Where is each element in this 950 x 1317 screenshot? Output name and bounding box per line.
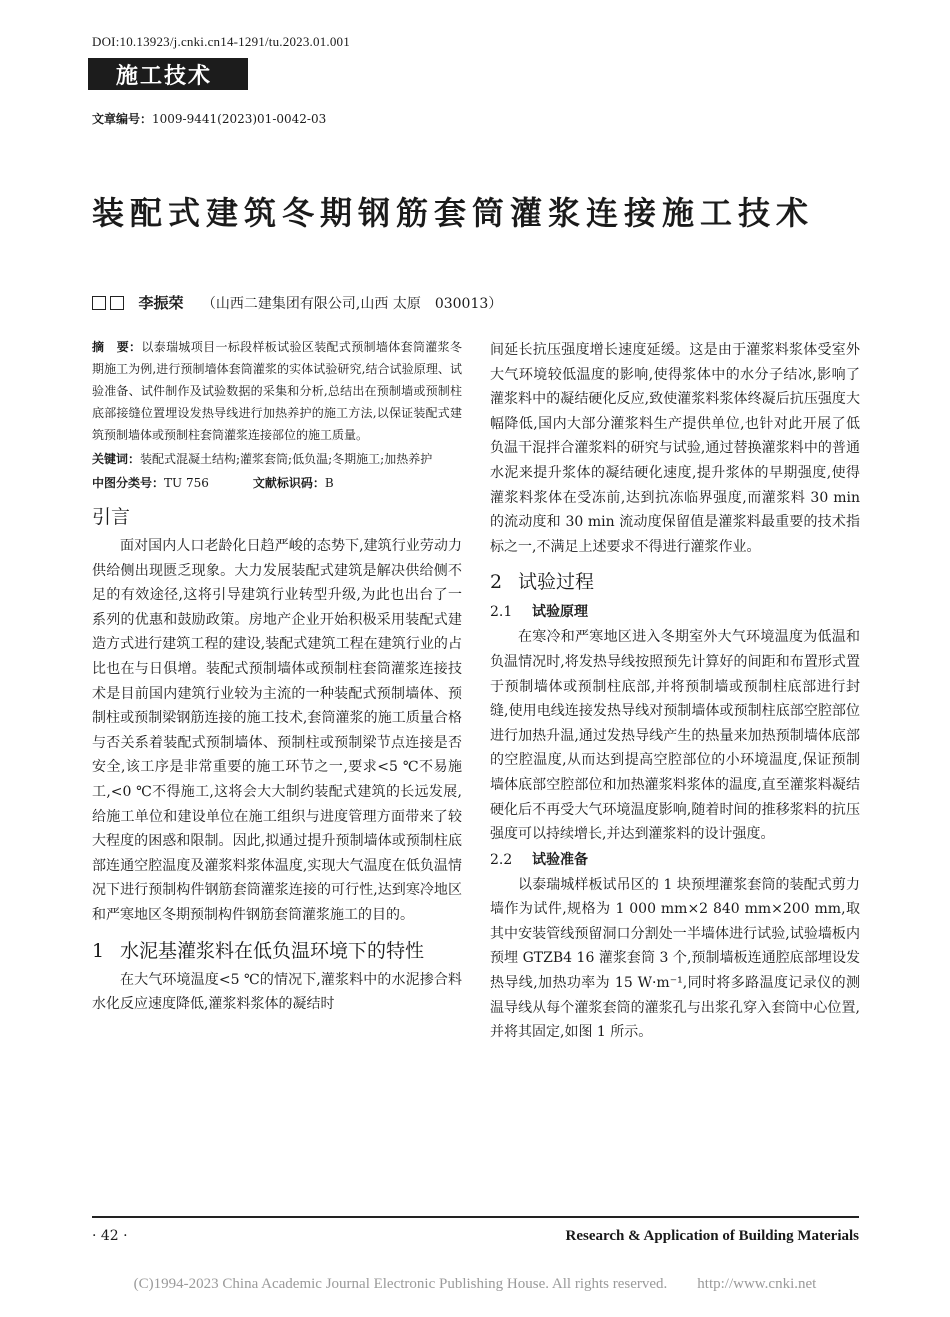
article-number — [92, 110, 326, 127]
section-1-title: 水泥基灌浆料在低负温环境下的特性 — [120, 939, 425, 962]
keywords-text: 装配式混凝土结构;灌浆套筒;低负温;冬期施工;加热养护 — [140, 452, 433, 466]
author-box-icon — [110, 296, 124, 310]
doccode-value: B — [324, 476, 334, 490]
section-2-number: 2 — [490, 571, 503, 594]
copyright-notice: (C)1994-2023 China Academic Journal Electronic Publishing House. All rights reserved. http://www.cnki.net — [133, 1276, 817, 1292]
section-2-heading — [490, 565, 860, 599]
article-number-value: 1009-9441(2023)01-0042-03 — [152, 112, 327, 126]
class-label: 中图分类号： — [92, 476, 165, 490]
right-column — [490, 338, 860, 1045]
abstract-label: 摘 要： — [92, 340, 142, 354]
keywords-label: 关键词： — [92, 452, 141, 466]
author-line — [92, 292, 502, 313]
subsection-2-2-number: 2.2 — [490, 851, 513, 868]
classification — [92, 472, 462, 494]
keywords — [92, 448, 462, 470]
subsection-2-2-paragraph: 以泰瑞城样板试吊区的 1 块预埋灌浆套筒的装配式剪力墙作为试件,规格为 1 000 mm×2 840 mm×200 mm,取其中安装管线预留洞口分割处一半墙体进行试验,试验墙板内预埋 GTZB4 16 灌浆套筒 3 个,预制墙板连通腔底部埋设发热导线,加热功率为 15 W·m⁻¹,同时将多路温度记录仪的测温导线从每个灌浆套筒的灌浆孔与出浆孔穿入套筒中心位置,并将其固定,如图 1 所示。 — [490, 876, 860, 1041]
intro-paragraph: 面对国内人口老龄化日趋严峻的态势下,建筑行业劳动力供给侧出现匮乏现象。大力发展装配式建筑是解决供给侧不足的有效途径,这将引导建筑行业转型升级,为此也出台了一系列的优惠和鼓励政策。房地产企业开始积极采用装配式建造方式进行建筑工程的建设,装配式建筑工程在建筑行业的占比也在与日俱增。装配式预制墙体或预制柱套筒灌浆连接技术是目前国内建筑行业较为主流的一种装配式预制墙体、预制柱或预制梁钢筋连接的施工技术,套筒灌浆的施工质量合格与否关系着装配式预制墙体、预制柱或预制梁节点连接是否安全,该工序是非常重要的施工环节之一,要求<5 ℃不易施工,<0 ℃不得施工,这将会大大制约装配式建筑的长远发展,给施工单位和建设单位在施工组织与进度管理方面带来了较大程度的困惑和限制。因此,拟通过提升预制墙体或预制柱底部连通空腔温度及灌浆料浆体温度,实现大气温度在低负温情况下进行预制构件钢筋套筒灌浆连接的可行性,达到寒冷地区和严寒地区冬期预制构件钢筋套筒灌浆施工的目的。 — [92, 538, 462, 923]
author-box-icon — [92, 296, 106, 310]
intro-heading: 引言 — [92, 506, 131, 528]
section-tag — [88, 58, 248, 90]
journal-name: Research & Application of Building Materials — [565, 1228, 859, 1244]
section-tag-label: 施工技术 — [116, 64, 213, 89]
abstract-text: 以泰瑞城项目一标段样板试验区装配式预制墙体套筒灌浆冬期施工为例,进行预制墙体套筒灌浆的实体试验研究,结合试验原理、试验准备、试件制作及试验数据的采集和分析,总结出在预制墙或预制柱底部接缝位置埋设发热导线进行加热养护的施工方法,以保证装配式建筑预制墙体或预制柱套筒灌浆连接部位的施工质量。 — [92, 340, 462, 442]
subsection-2-1-paragraph: 在寒冷和严寒地区进入冬期室外大气环境温度为低温和负温情况时,将发热导线按照预先计算好的间距和布置形式置于预制墙体或预制柱底部,并将预制墙或预制柱底部进行封缝,使用电线连接发热导线对预制墙体或预制柱底部空腔部位进行加热升温,通过发热导线产生的热量来加热预制墙体底部的空腔温度,从而达到提高空腔部位的小环境温度,保证预制墙体底部空腔部位和加热灌浆料浆体的温度,直至灌浆料凝结硬化后不再受大气环境温度影响,随着时间的推移浆料的抗压强度可以持续增长,并达到灌浆料的设计强度。 — [490, 629, 860, 843]
section-1-heading — [92, 934, 462, 968]
subsection-2-1-heading — [490, 599, 860, 625]
class-value: TU 756 — [164, 476, 209, 490]
page-number: · 42 · — [92, 1228, 128, 1244]
doi-line: DOI:10.13923/j.cnki.cn14-1291/tu.2023.01.001 — [92, 34, 350, 49]
section-2-title: 试验过程 — [518, 571, 595, 594]
footer-rule — [92, 1216, 859, 1218]
continued-paragraph: 间延长抗压强度增长速度延缓。这是由于灌浆料浆体受室外大气环境较低温度的影响,使得浆体中的水分子结冰,影响了灌浆料中的凝结硬化反应,致使灌浆料浆体终凝后抗压强度大幅降低,国内大部分灌浆料生产提供单位,也针对此开展了低负温干混拌合灌浆料的研究与试验,通过替换灌浆料中的普通水泥来提升浆体的凝结硬化速度,提升浆体的早期强度,使得灌浆料浆体在受冻前,达到抗冻临界强度,而灌浆料 30 min 的流动度和 30 min 流动度保留值是灌浆料最重要的技术指标之一,不满足上述要求不得进行灌浆作业。 — [490, 342, 860, 555]
article-number-label: 文章编号： — [92, 112, 153, 126]
abstract — [92, 336, 462, 446]
left-column — [92, 336, 462, 1017]
section-1-paragraph: 在大气环境温度<5 ℃的情况下,灌浆料中的水泥掺合料水化反应速度降低,灌浆料浆体的凝结时 — [92, 971, 462, 1013]
author-name: 李振荣 — [138, 294, 184, 312]
subsection-2-2-title: 试验准备 — [532, 851, 588, 868]
doccode-label: 文献标识码： — [252, 476, 325, 490]
subsection-2-2-heading — [490, 847, 860, 873]
subsection-2-1-title: 试验原理 — [532, 604, 588, 621]
subsection-2-1-number: 2.1 — [490, 604, 513, 621]
section-1-number: 1 — [92, 939, 105, 962]
paper-title: 装配式建筑冬期钢筋套筒灌浆连接施工技术 — [92, 194, 815, 232]
author-affiliation: （山西二建集团有限公司,山西 太原 030013） — [201, 296, 503, 312]
